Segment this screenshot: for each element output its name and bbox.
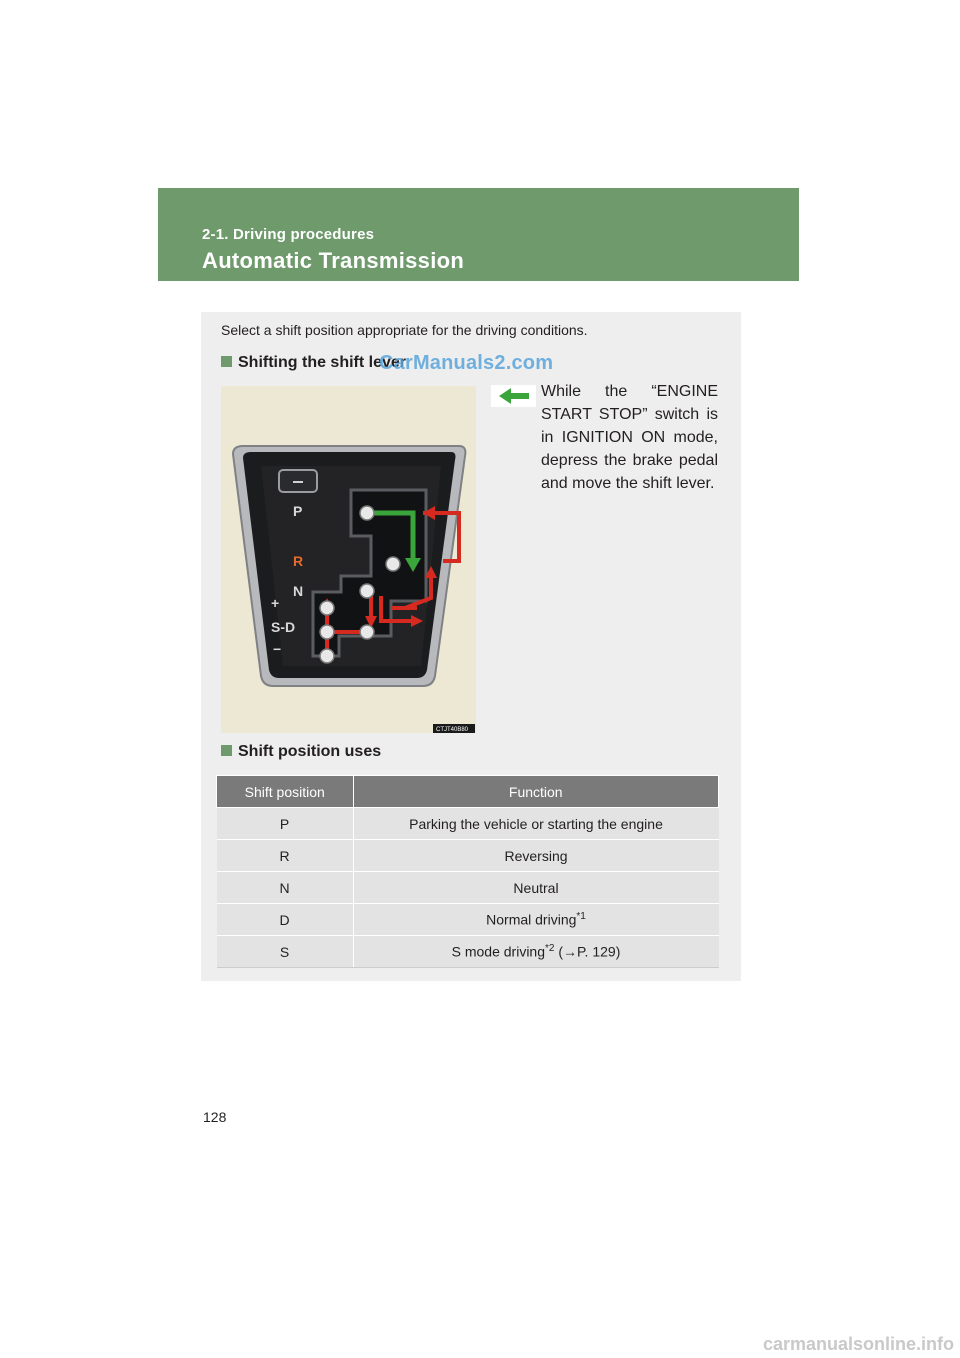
- shifting-heading-text: Shifting the shift lever: [238, 354, 407, 371]
- square-bullet-icon: [221, 745, 232, 756]
- green-pointer-arrow-icon: [491, 385, 536, 407]
- label-r: R: [293, 553, 304, 569]
- illustration-code: CTJT40B80: [436, 727, 469, 733]
- section-label: 2-1. Driving procedures: [202, 226, 375, 243]
- watermark-overlay: CarManuals2.com: [379, 352, 554, 374]
- cell-function: [353, 904, 719, 936]
- shift-position-heading: [221, 743, 381, 761]
- page-title: Automatic Transmission: [202, 248, 465, 273]
- content-panel: [201, 312, 741, 981]
- page-number: 128: [203, 1109, 227, 1125]
- footer-watermark: carmanualsonline.info: [762, 1334, 954, 1354]
- square-bullet-icon: [221, 356, 232, 367]
- table-row: [217, 840, 719, 872]
- cell-position: P: [217, 808, 354, 840]
- footnote-marker: *1: [576, 911, 586, 923]
- cell-function-text: Normal driving: [486, 911, 577, 928]
- cell-function: Parking the vehicle or starting the engine: [353, 808, 719, 840]
- label-plus: +: [271, 595, 280, 611]
- label-minus: −: [273, 641, 282, 657]
- page-reference: (→P. 129): [554, 943, 621, 960]
- shift-position-table: [216, 775, 719, 968]
- cell-position: N: [217, 872, 354, 904]
- chapter-header: [158, 188, 799, 281]
- cell-function: [353, 936, 719, 968]
- table-row: [217, 872, 719, 904]
- label-p: P: [293, 503, 303, 519]
- label-sd: S-D: [271, 619, 296, 635]
- table-row: [217, 808, 719, 840]
- column-header-function: Function: [353, 776, 719, 808]
- label-n: N: [293, 583, 304, 599]
- table-row: [217, 936, 719, 968]
- footnote-marker: *2: [545, 943, 555, 955]
- column-header-position: Shift position: [217, 776, 354, 808]
- table-row: [217, 904, 719, 936]
- table-header-row: [217, 776, 719, 808]
- cell-position: D: [217, 904, 354, 936]
- cell-position: R: [217, 840, 354, 872]
- cell-position: S: [217, 936, 354, 968]
- cell-function: Reversing: [353, 840, 719, 872]
- shift-position-heading-text: Shift position uses: [238, 743, 382, 760]
- cell-function-text: S mode driving: [451, 943, 546, 960]
- shift-lever-illustration: [221, 386, 476, 733]
- intro-text: Select a shift position appropriate for the driving conditions.: [221, 322, 588, 338]
- shifting-description: While the “ENGINE START STOP” switch is in IGNITION ON mode, depress the brake pedal and move the shift lever.: [541, 383, 718, 492]
- cell-function: Neutral: [353, 872, 719, 904]
